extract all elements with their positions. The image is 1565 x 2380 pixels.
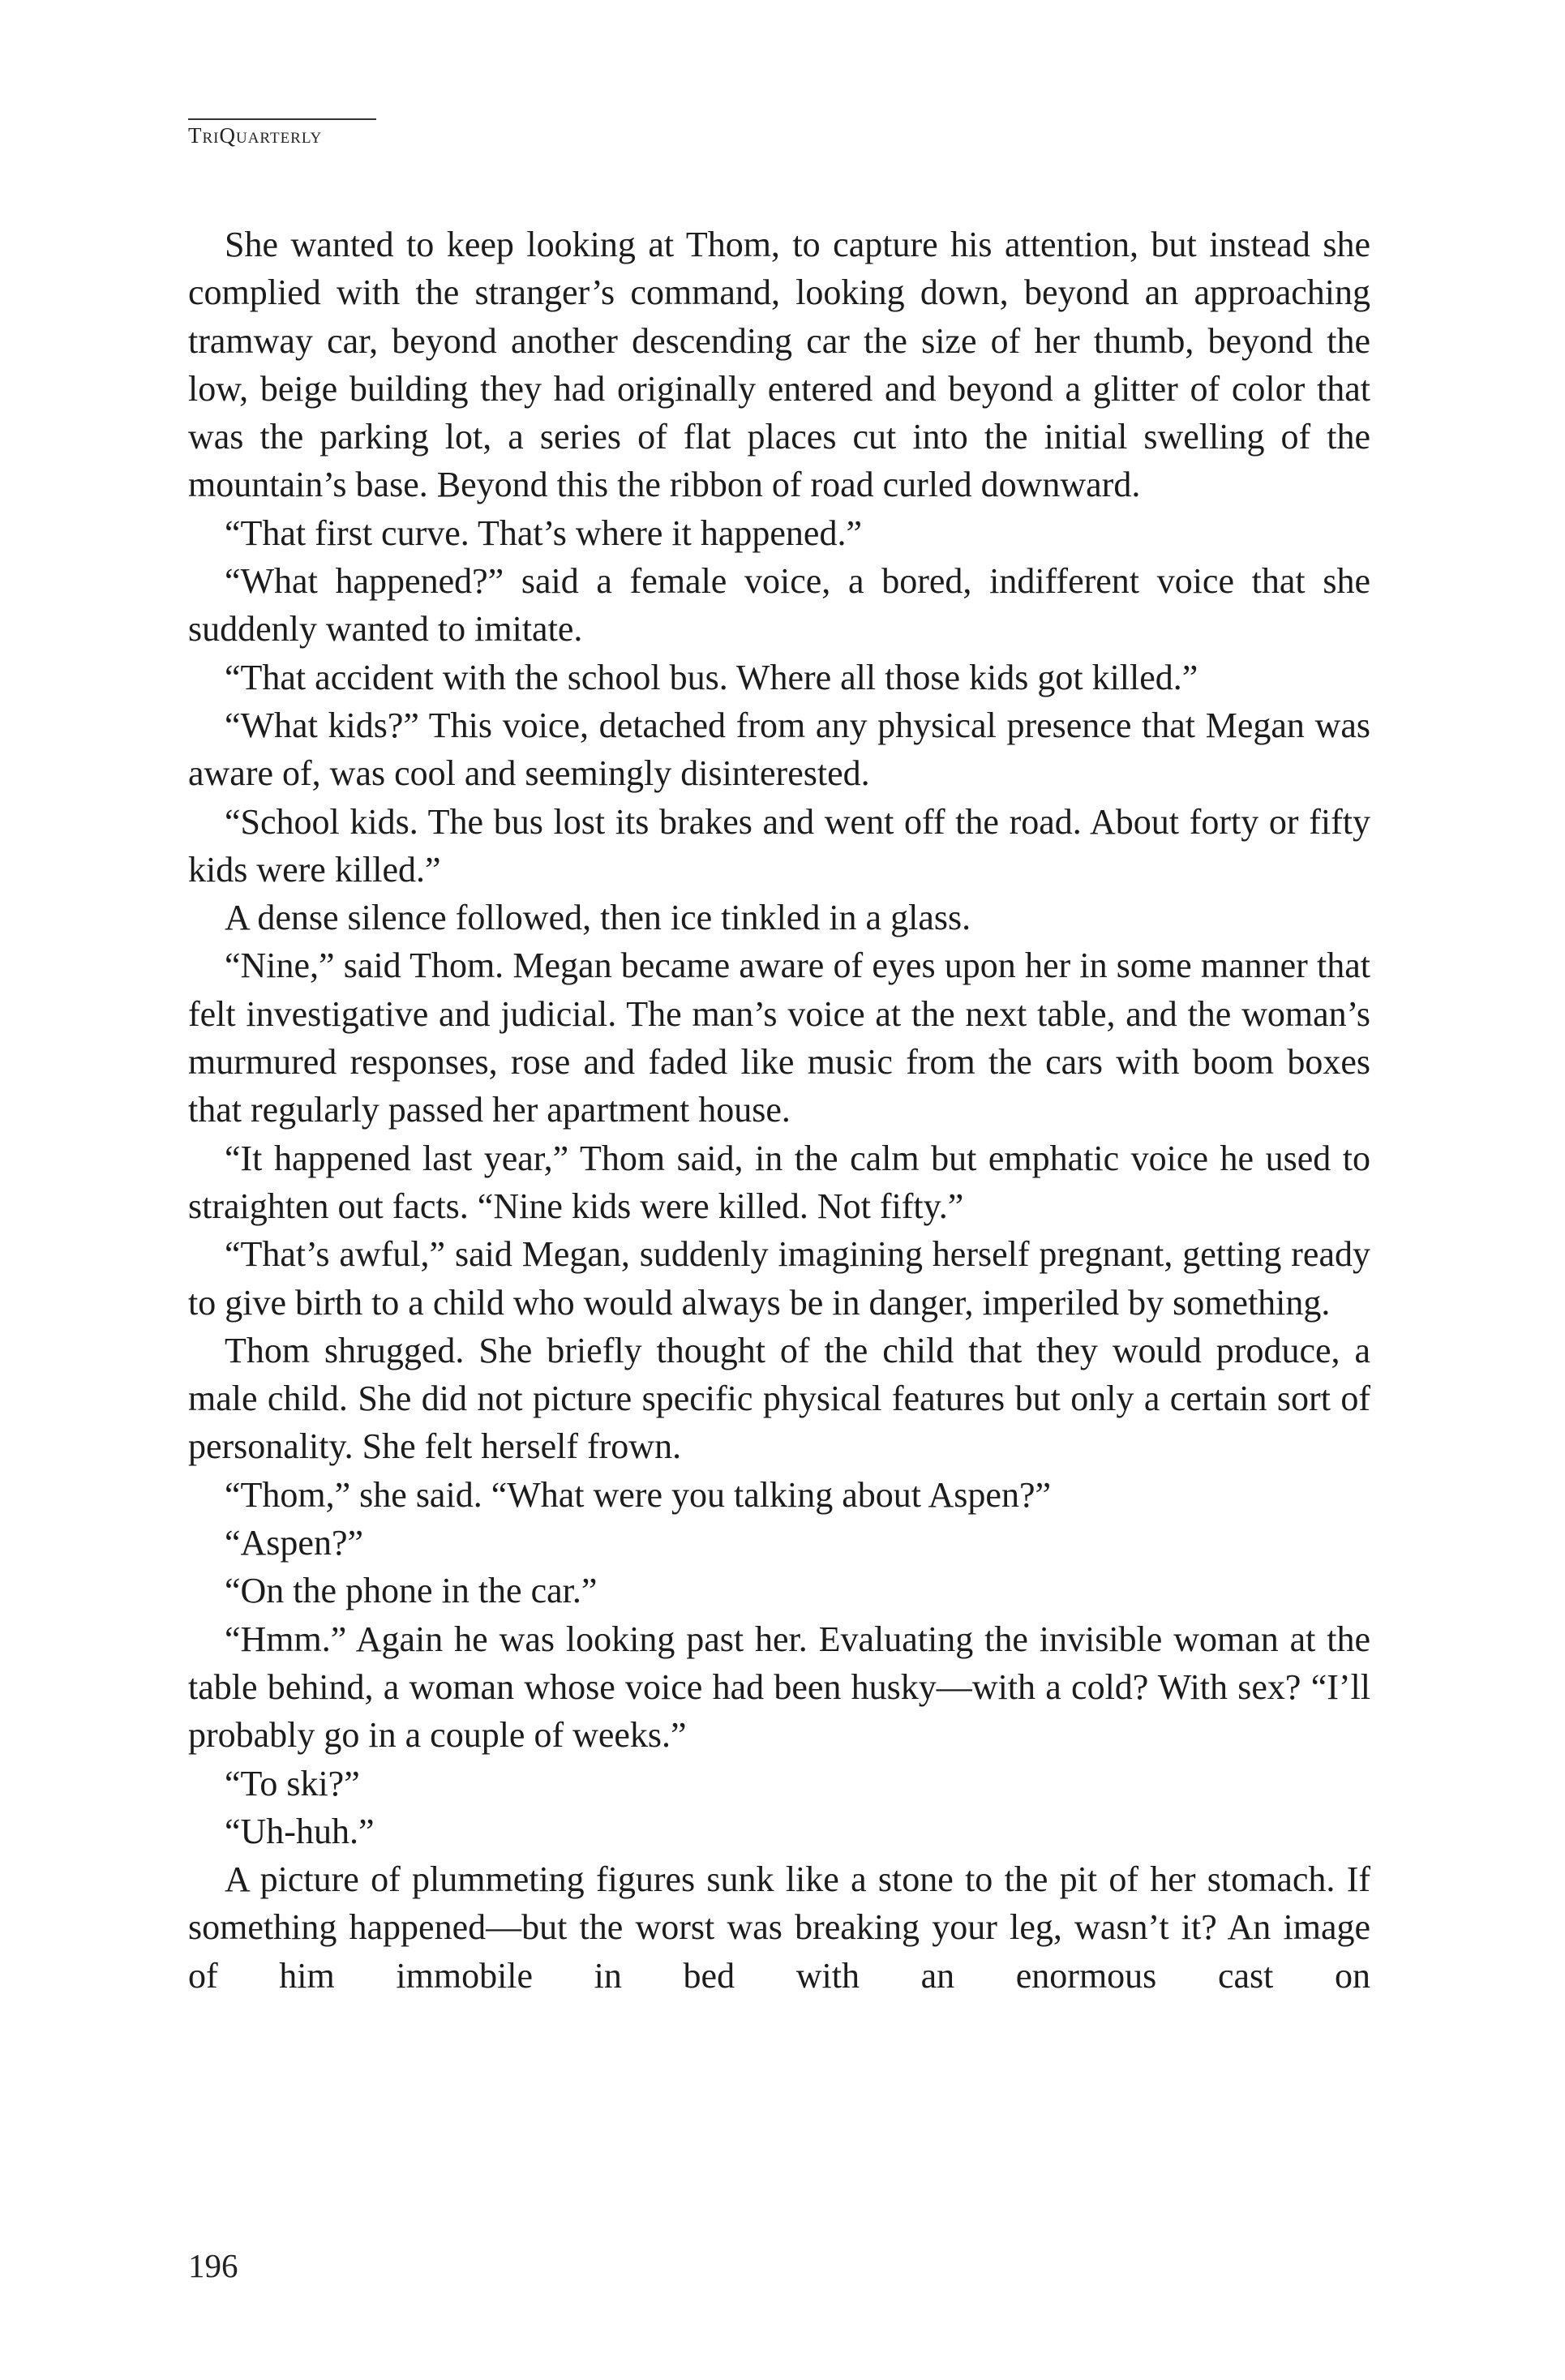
- page-number: 196: [188, 2247, 238, 2284]
- header-rule: [188, 118, 376, 120]
- paragraph: She wanted to keep looking at Thom, to capture his attention, but instead she complied with the stranger’s command, looking down, beyond an approaching tramway car, beyond another descending car the size of her thumb, beyond the low, beige building they had originally entered and beyond a glitter of color that was the parking lot, a series of flat places cut into the initial swelling of the mountain’s base. Beyond this the ribbon of road curled downward.: [188, 225, 1370, 505]
- paragraph: “Thom,” she said. “What were you talking about Aspen?”: [225, 1474, 1052, 1515]
- paragraph: “To ski?”: [225, 1763, 360, 1803]
- paragraph: “That accident with the school bus. Where all those kids got killed.”: [225, 657, 1198, 697]
- paragraph: “That’s awful,” said Megan, suddenly imagining herself pregnant, getting ready to give birth to a child who would always be in danger, imperiled by something.: [188, 1234, 1370, 1323]
- paragraph: “What kids?” This voice, detached from any physical presence that Megan was aware of, was cool and seemingly disinterested.: [188, 705, 1370, 794]
- paragraph: A dense silence followed, then ice tinkled in a glass.: [225, 898, 971, 938]
- paragraph: Thom shrugged. She briefly thought of the child that they would produce, a male child. She did not picture specific physical features but only a certain sort of personality. She felt herself frown.: [188, 1330, 1370, 1467]
- paragraph: “Aspen?”: [225, 1523, 364, 1563]
- paragraph: “Uh-huh.”: [225, 1811, 375, 1851]
- paragraph: A picture of plummeting figures sunk like a stone to the pit of her stomach. If something happened—but the worst was breaking your leg, wasn’t it? An image of him immobile in bed with an enormous cast on: [188, 1859, 1370, 1996]
- paragraph: “That first curve. That’s where it happened.”: [225, 512, 862, 553]
- body-text: [188, 221, 1370, 2000]
- paragraph: “Hmm.” Again he was looking past her. Evaluating the invisible woman at the table behind, a woman whose voice had been husky—with a cold? With sex? “I’ll probably go in a couple of weeks.”: [188, 1619, 1370, 1756]
- paragraph: “On the phone in the car.”: [225, 1571, 598, 1611]
- paragraph: “Nine,” said Thom. Megan became aware of eyes upon her in some manner that felt investigative and judicial. The man’s voice at the next table, and the woman’s murmured responses, rose and faded like music from the cars with boom boxes that regularly passed her apartment house.: [188, 946, 1370, 1130]
- paragraph: “It happened last year,” Thom said, in the calm but emphatic voice he used to straighten out facts. “Nine kids were killed. Not fifty.”: [188, 1138, 1370, 1226]
- running-head: TriQuarterly: [188, 123, 323, 148]
- paragraph: “School kids. The bus lost its brakes and went off the road. About forty or fifty kids were killed.”: [188, 801, 1370, 890]
- paragraph: “What happened?” said a female voice, a bored, indifferent voice that she suddenly wanted to imitate.: [188, 561, 1370, 650]
